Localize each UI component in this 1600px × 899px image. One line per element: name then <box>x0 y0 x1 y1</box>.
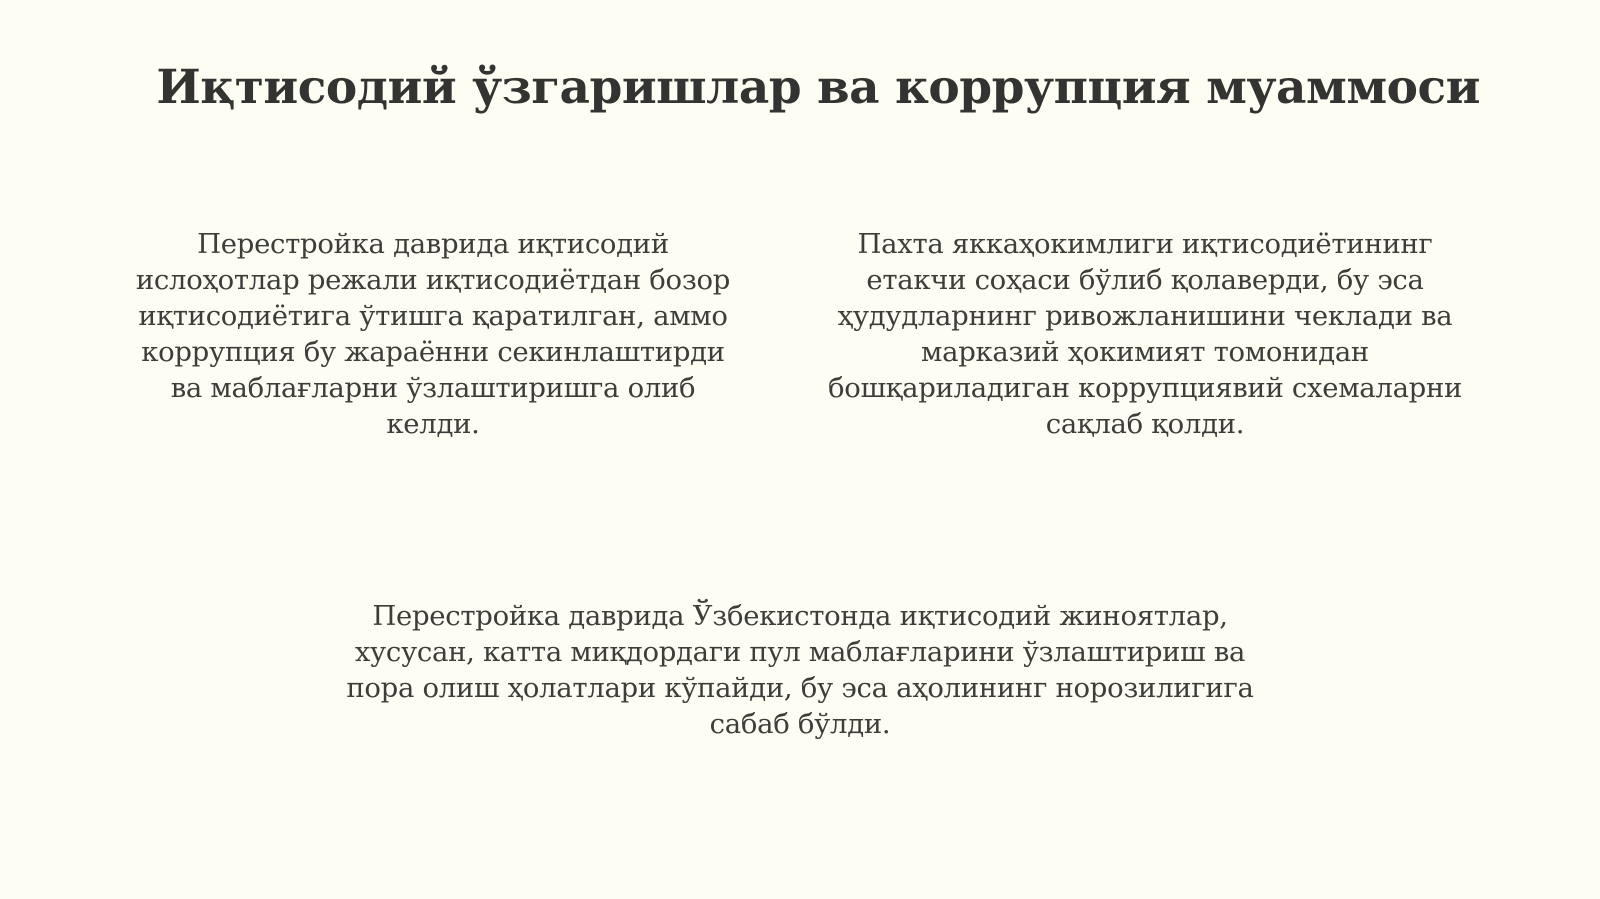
text-line: келди. <box>386 408 480 440</box>
paragraph-cotton-monopoly <box>800 226 1490 442</box>
slide-title: Иқтисодий ўзгаришлар ва коррупция муаммоси <box>156 60 1480 115</box>
text-line: ислоҳотлар режали иқтисодиётдан бозор <box>135 264 731 296</box>
text-line: сабаб бўлди. <box>709 708 891 740</box>
text-line: коррупция бу жараённи секинлаштирди <box>141 336 725 368</box>
text-line: етакчи соҳаси бўлиб қолаверди, бу эса <box>866 264 1424 296</box>
text-line: марказий ҳокимият томонидан <box>921 336 1369 368</box>
text-line: ва маблағларни ўзлаштиришга олиб <box>170 372 696 404</box>
text-line: иқтисодиётига ўтишга қаратилган, аммо <box>138 300 728 332</box>
text-line: сақлаб қолди. <box>1045 408 1245 440</box>
text-line: ҳудудларнинг ривожланишини чеклади ва <box>837 300 1453 332</box>
text-line: Перестройка даврида иқтисодий <box>197 228 669 260</box>
text-line: Перестройка даврида Ўзбекистонда иқтисодий жиноятлар, <box>372 600 1228 632</box>
text-line: бошқариладиган коррупциявий схемаларни <box>827 372 1463 404</box>
text-line: пора олиш ҳолатлари кўпайди, бу эса аҳолининг норозилигига <box>346 672 1254 704</box>
paragraph-economic-reforms <box>108 226 758 442</box>
paragraph-economic-crimes <box>290 598 1310 742</box>
text-line: Пахта яккаҳокимлиги иқтисодиётининг <box>857 228 1433 260</box>
text-line: хусусан, катта миқдордаги пул маблағларини ўзлаштириш ва <box>354 636 1246 668</box>
